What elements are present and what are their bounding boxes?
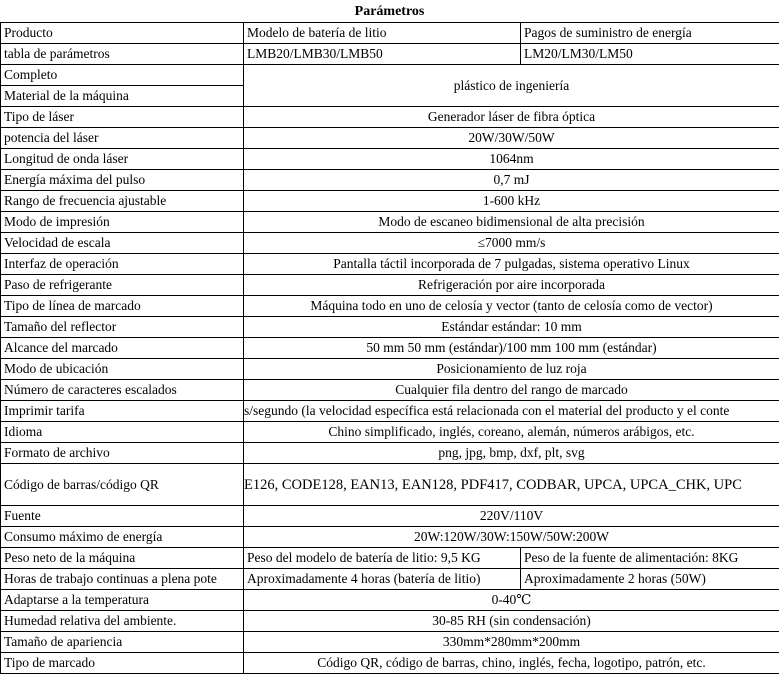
- row-value: s/segundo (la velocidad específica está relacionada con el material del producto y el conte: [244, 401, 779, 422]
- row-value: 1-600 kHz: [244, 191, 779, 212]
- table-row: [1, 380, 779, 401]
- weight-row: [1, 548, 779, 569]
- row-label: Interfaz de operación: [1, 254, 244, 275]
- row-label: Velocidad de escala: [1, 233, 244, 254]
- weight-battery: Peso del modelo de batería de litio: 9,5 KG: [244, 548, 521, 569]
- table-row: [1, 590, 779, 611]
- param-table-row: [1, 44, 779, 65]
- table-row: [1, 611, 779, 632]
- table-row: [1, 170, 779, 191]
- row-value: 330mm*280mm*200mm: [244, 632, 779, 653]
- row-value: 0-40℃: [244, 590, 779, 611]
- sheet-title: Parámetros: [0, 0, 779, 22]
- table-row: [1, 275, 779, 296]
- table-row: [1, 401, 779, 422]
- table-row: [1, 422, 779, 443]
- table-row: [1, 149, 779, 170]
- weight-label: Peso neto de la máquina: [1, 548, 244, 569]
- row-value: ≤7000 mm/s: [244, 233, 779, 254]
- row-label: Imprimir tarifa: [1, 401, 244, 422]
- row-label: Energía máxima del pulso: [1, 170, 244, 191]
- row-value: Generador láser de fibra óptica: [244, 107, 779, 128]
- row-label: Número de caracteres escalados: [1, 380, 244, 401]
- row-label: Modo de ubicación: [1, 359, 244, 380]
- row-value: 220V/110V: [244, 506, 779, 527]
- row-value: Máquina todo en uno de celosía y vector (tanto de celosía como de vector): [244, 296, 779, 317]
- row-value: 20W/30W/50W: [244, 128, 779, 149]
- row-label: Longitud de onda láser: [1, 149, 244, 170]
- row-value: Cualquier fila dentro del rango de marcado: [244, 380, 779, 401]
- row-value: 30-85 RH (sin condensación): [244, 611, 779, 632]
- header-power-supply: Pagos de suministro de energía: [521, 23, 779, 44]
- param-table-battery: LMB20/LMB30/LMB50: [244, 44, 521, 65]
- table-row: [1, 317, 779, 338]
- row-value: Refrigeración por aire incorporada: [244, 275, 779, 296]
- table-row: [1, 443, 779, 464]
- hours-row: [1, 569, 779, 590]
- spec-table: [0, 22, 779, 674]
- row-value: png, jpg, bmp, dxf, plt, svg: [244, 443, 779, 464]
- material-value: plástico de ingeniería: [244, 65, 779, 107]
- table-row: [1, 359, 779, 380]
- row-label: Consumo máximo de energía: [1, 527, 244, 548]
- table-row: [1, 527, 779, 548]
- table-row: [1, 191, 779, 212]
- table-row: [1, 296, 779, 317]
- barcode-row: [1, 464, 779, 506]
- row-value: Código QR, código de barras, chino, inglés, fecha, logotipo, patrón, etc.: [244, 653, 779, 674]
- header-row: [1, 23, 779, 44]
- row-value: Chino simplificado, inglés, coreano, alemán, números arábigos, etc.: [244, 422, 779, 443]
- row-label: Alcance del marcado: [1, 338, 244, 359]
- row-label: Rango de frecuencia ajustable: [1, 191, 244, 212]
- row-value: Posicionamiento de luz roja: [244, 359, 779, 380]
- row-label: Modo de impresión: [1, 212, 244, 233]
- row-value: 50 mm 50 mm (estándar)/100 mm 100 mm (estándar): [244, 338, 779, 359]
- row-label: Idioma: [1, 422, 244, 443]
- row-label: Paso de refrigerante: [1, 275, 244, 296]
- row-label: Tamaño de apariencia: [1, 632, 244, 653]
- header-battery-model: Modelo de batería de litio: [244, 23, 521, 44]
- material-label: Material de la máquina: [1, 86, 244, 107]
- row-value: 20W:120W/30W:150W/50W:200W: [244, 527, 779, 548]
- row-label: Fuente: [1, 506, 244, 527]
- table-row: [1, 506, 779, 527]
- table-row: [1, 254, 779, 275]
- weight-power: Peso de la fuente de alimentación: 8KG: [521, 548, 779, 569]
- row-label: Formato de archivo: [1, 443, 244, 464]
- row-label: Tamaño del reflector: [1, 317, 244, 338]
- row-value: 1064nm: [244, 149, 779, 170]
- param-table-power: LM20/LM30/LM50: [521, 44, 779, 65]
- table-row: [1, 212, 779, 233]
- hours-label: Horas de trabajo continuas a plena pote: [1, 569, 244, 590]
- table-row: [1, 653, 779, 674]
- barcode-label: Código de barras/código QR: [1, 464, 244, 506]
- table-row: [1, 128, 779, 149]
- header-product: Producto: [1, 23, 244, 44]
- param-table-label: tabla de parámetros: [1, 44, 244, 65]
- row-label: Tipo de láser: [1, 107, 244, 128]
- table-row: [1, 338, 779, 359]
- table-row: [1, 233, 779, 254]
- row-value: Pantalla táctil incorporada de 7 pulgadas, sistema operativo Linux: [244, 254, 779, 275]
- row-label: Adaptarse a la temperatura: [1, 590, 244, 611]
- row-value: Modo de escaneo bidimensional de alta precisión: [244, 212, 779, 233]
- table-row: [1, 107, 779, 128]
- barcode-value: E126, CODE128, EAN13, EAN128, PDF417, CODBAR, UPCA, UPCA_CHK, UPC: [244, 464, 779, 506]
- row-label: potencia del láser: [1, 128, 244, 149]
- completo-label: Completo: [1, 65, 244, 86]
- row-label: Tipo de marcado: [1, 653, 244, 674]
- completo-row: [1, 65, 779, 86]
- hours-power: Aproximadamente 2 horas (50W): [521, 569, 779, 590]
- row-value: Estándar estándar: 10 mm: [244, 317, 779, 338]
- table-row: [1, 632, 779, 653]
- row-value: 0,7 mJ: [244, 170, 779, 191]
- row-label: Tipo de línea de marcado: [1, 296, 244, 317]
- hours-battery: Aproximadamente 4 horas (batería de litio): [244, 569, 521, 590]
- row-label: Humedad relativa del ambiente.: [1, 611, 244, 632]
